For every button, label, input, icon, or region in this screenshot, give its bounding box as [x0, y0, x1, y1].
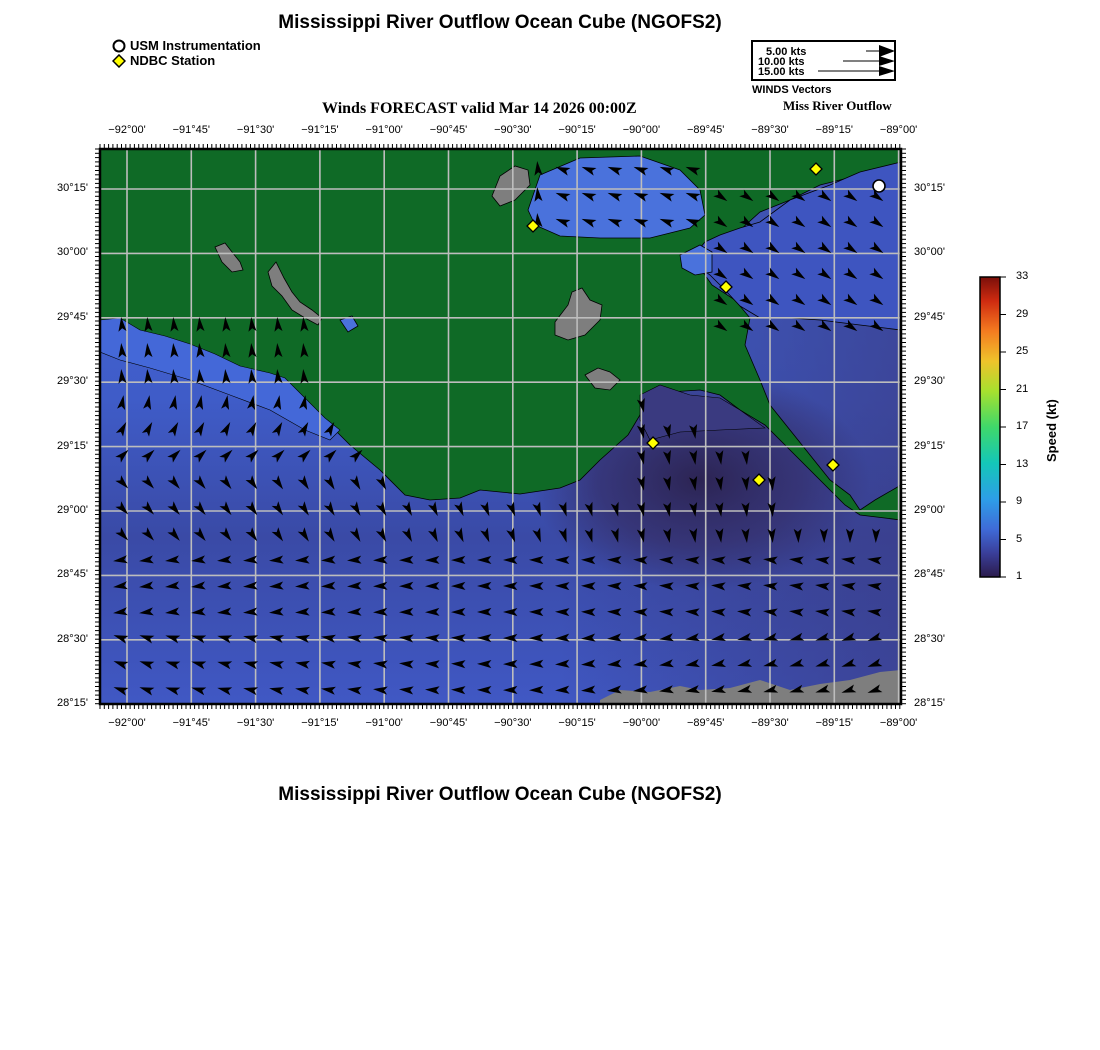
- lon-tick-label: −90°30': [494, 124, 532, 136]
- lon-tick-label: −91°30': [236, 717, 275, 729]
- region-label: Miss River Outflow: [783, 98, 892, 113]
- lon-tick-label: −89°45': [686, 124, 725, 136]
- lon-tick-label: −89°00': [879, 717, 918, 729]
- lon-tick-label: −91°00': [365, 124, 403, 136]
- colorbar-tick-label: 5: [1016, 532, 1023, 545]
- colorbar-tick-label: 33: [1016, 270, 1029, 282]
- lon-tick-label: −91°15': [301, 717, 339, 729]
- lon-tick-label: −90°15': [558, 717, 596, 729]
- lon-tick-label: −90°15': [558, 124, 596, 136]
- title-top: Mississippi River Outflow Ocean Cube (NGOFS2): [278, 12, 722, 33]
- lat-tick-label: 28°15': [57, 697, 88, 710]
- lon-tick-label: −90°45': [429, 124, 468, 136]
- lat-tick-label: 28°45': [57, 568, 88, 581]
- lat-tick-label: 28°30': [914, 632, 945, 645]
- lon-tick-label: −92°00': [108, 124, 146, 136]
- colorbar-tick-label: 25: [1016, 345, 1029, 357]
- lon-tick-label: −91°45': [172, 124, 210, 136]
- usm-station[interactable]: [873, 180, 885, 192]
- lon-tick-label: −89°15': [815, 717, 853, 729]
- lat-tick-label: 29°00': [914, 504, 945, 516]
- lon-tick-label: −89°30': [751, 717, 789, 729]
- lat-tick-label: 29°15': [57, 439, 88, 452]
- colorbar-tick-label: 17: [1016, 420, 1029, 432]
- lon-tick-label: −89°15': [815, 124, 853, 136]
- lat-tick-label: 28°45': [914, 568, 945, 581]
- colorbar-gradient: [980, 277, 1000, 577]
- lat-tick-label: 29°45': [914, 310, 945, 323]
- colorbar-tick-label: 29: [1016, 307, 1029, 320]
- vector-legend-entry-5: 5.00 kts: [766, 46, 807, 58]
- colorbar-tick-label: 1: [1016, 570, 1023, 582]
- colorbar-label: Speed (kt): [1044, 399, 1059, 462]
- lat-tick-label: 29°15': [914, 439, 945, 452]
- title-bottom: Mississippi River Outflow Ocean Cube (NGOFS2): [278, 784, 722, 805]
- lon-tick-label: −89°00': [879, 124, 918, 136]
- lon-tick-label: −90°30': [494, 717, 532, 729]
- vector-legend-entry-10: 10.00 kts: [758, 56, 805, 68]
- colorbar-tick-label: 13: [1016, 457, 1029, 470]
- lat-tick-label: 30°15': [914, 182, 945, 194]
- lon-tick-label: −89°30': [751, 124, 789, 136]
- lat-tick-label: 28°30': [57, 632, 88, 645]
- colorbar-tick-label: 9: [1016, 495, 1023, 507]
- lat-tick-label: 29°30': [914, 375, 945, 388]
- legend-ndbc-label: NDBC Station: [130, 53, 216, 68]
- legend-usm-label: USM Instrumentation: [130, 38, 261, 53]
- lat-tick-label: 30°00': [57, 246, 88, 259]
- lon-tick-label: −90°00': [622, 717, 661, 729]
- lat-tick-label: 29°00': [57, 504, 88, 516]
- vector-legend-caption: WINDS Vectors: [752, 84, 832, 96]
- lon-tick-label: −91°45': [172, 717, 210, 729]
- lon-tick-label: −90°00': [622, 124, 661, 136]
- lon-tick-label: −91°00': [365, 717, 403, 729]
- lon-tick-label: −91°15': [301, 124, 339, 136]
- vector-legend-entry-15: 15.00 kts: [758, 66, 805, 78]
- lat-tick-label: 29°30': [57, 375, 88, 388]
- lat-tick-label: 30°00': [914, 246, 945, 259]
- map-subtitle: Winds FORECAST valid Mar 14 2026 00:00Z: [322, 100, 637, 117]
- colorbar-tick-label: 21: [1016, 382, 1029, 395]
- lat-tick-label: 28°15': [914, 697, 945, 710]
- lon-tick-label: −91°30': [236, 124, 275, 136]
- lat-tick-label: 29°45': [57, 310, 88, 323]
- lat-tick-label: 30°15': [57, 182, 88, 194]
- lon-tick-label: −90°45': [429, 717, 468, 729]
- map-frame: [100, 149, 901, 704]
- lon-tick-label: −92°00': [108, 717, 146, 729]
- lon-tick-label: −89°45': [686, 717, 725, 729]
